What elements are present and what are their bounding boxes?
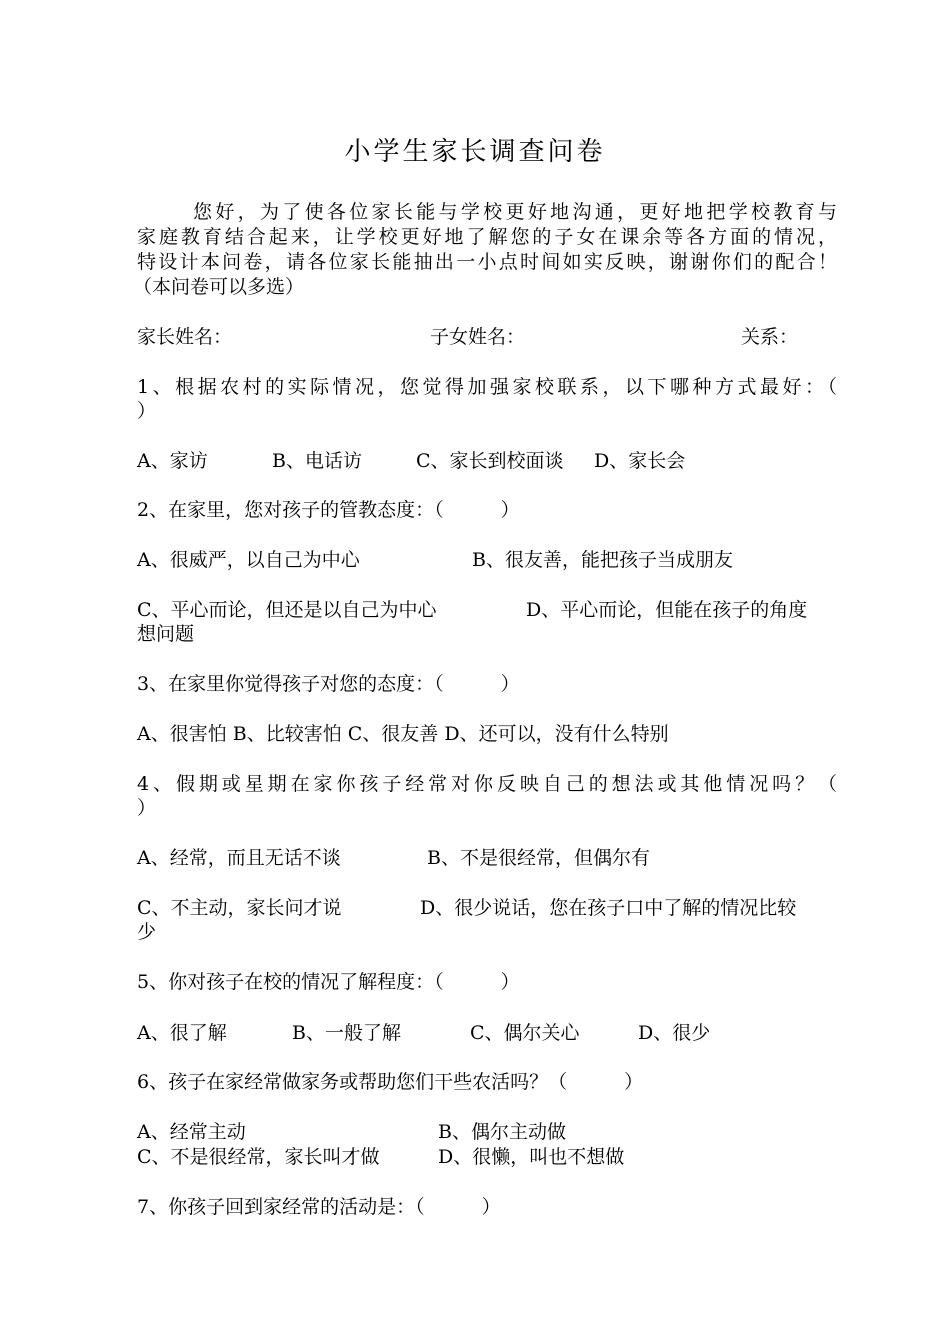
q4-option-c: C、不主动，家长问才说	[137, 897, 342, 919]
relation-field: 关系：	[741, 326, 799, 348]
question-1: 1、根据农村的实际情况，您觉得加强家校联系，以下哪种方式最好：（	[137, 376, 837, 398]
q4-option-d-cont: 少	[137, 921, 157, 943]
q2-option-c: C、平心而论，但还是以自己为中心	[137, 599, 437, 621]
q4-option-a: A、经常，而且无话不谈	[137, 847, 341, 869]
intro-line-2: 家庭教育结合起来，让学校更好地了解您的子女在课余等各方面的情况，	[137, 226, 837, 248]
q5-option-d: D、很少	[638, 1022, 711, 1044]
question-1-cont: ）	[137, 400, 157, 422]
q1-option-c: C、家长到校面谈	[416, 450, 564, 472]
question-4: 4、假期或星期在家你孩子经常对你反映自己的想法或其他情况吗？（	[137, 773, 837, 795]
page-title: 小学生家长调查问卷	[344, 137, 606, 167]
intro-line-3: 特设计本问卷，请各位家长能抽出一小点时间如实反映，谢谢你们的配合！	[137, 251, 837, 273]
q5-option-c: C、偶尔关心	[470, 1022, 580, 1044]
question-6: 6、孩子在家经常做家务或帮助您们干些农活吗？（ ）	[137, 1071, 644, 1093]
q4-option-b: B、不是很经常，但偶尔有	[427, 847, 650, 869]
question-3: 3、在家里你觉得孩子对您的态度：（ ）	[137, 673, 520, 695]
intro-line-4: （本问卷可以多选）	[133, 276, 305, 298]
q3-options: A、很害怕 B、比较害怕 C、很友善 D、还可以，没有什么特别	[137, 723, 669, 745]
q2-option-a: A、很威严，以自己为中心	[137, 549, 360, 571]
q2-option-b: B、很友善，能把孩子当成朋友	[472, 549, 733, 571]
parent-name-field: 家长姓名：	[137, 326, 233, 348]
q2-option-d: D、平心而论，但能在孩子的角度	[526, 599, 808, 621]
q2-option-d-cont: 想问题	[137, 623, 195, 645]
child-name-field: 子女姓名：	[430, 326, 526, 348]
question-2: 2、在家里，您对孩子的管教态度：（ ）	[137, 499, 520, 521]
q1-option-d: D、家长会	[594, 450, 686, 472]
q1-option-b: B、电话访	[272, 450, 362, 472]
q6-option-c: C、不是很经常，家长叫才做	[137, 1146, 380, 1168]
q5-option-a: A、很了解	[137, 1022, 227, 1044]
intro-line-1: 您好，为了使各位家长能与学校更好地沟通，更好地把学校教育与	[193, 201, 837, 223]
q6-option-a: A、经常主动	[137, 1121, 246, 1143]
question-7: 7、你孩子回到家经常的活动是：（ ）	[137, 1196, 501, 1218]
q1-option-a: A、家访	[137, 450, 208, 472]
q6-option-d: D、很懒，叫也不想做	[438, 1146, 625, 1168]
question-4-cont: ）	[137, 797, 157, 819]
q4-option-d: D、很少说话，您在孩子口中了解的情况比较	[420, 897, 797, 919]
question-5: 5、你对孩子在校的情况了解程度：（ ）	[137, 971, 520, 993]
q5-option-b: B、一般了解	[292, 1022, 401, 1044]
q6-option-b: B、偶尔主动做	[438, 1121, 566, 1143]
